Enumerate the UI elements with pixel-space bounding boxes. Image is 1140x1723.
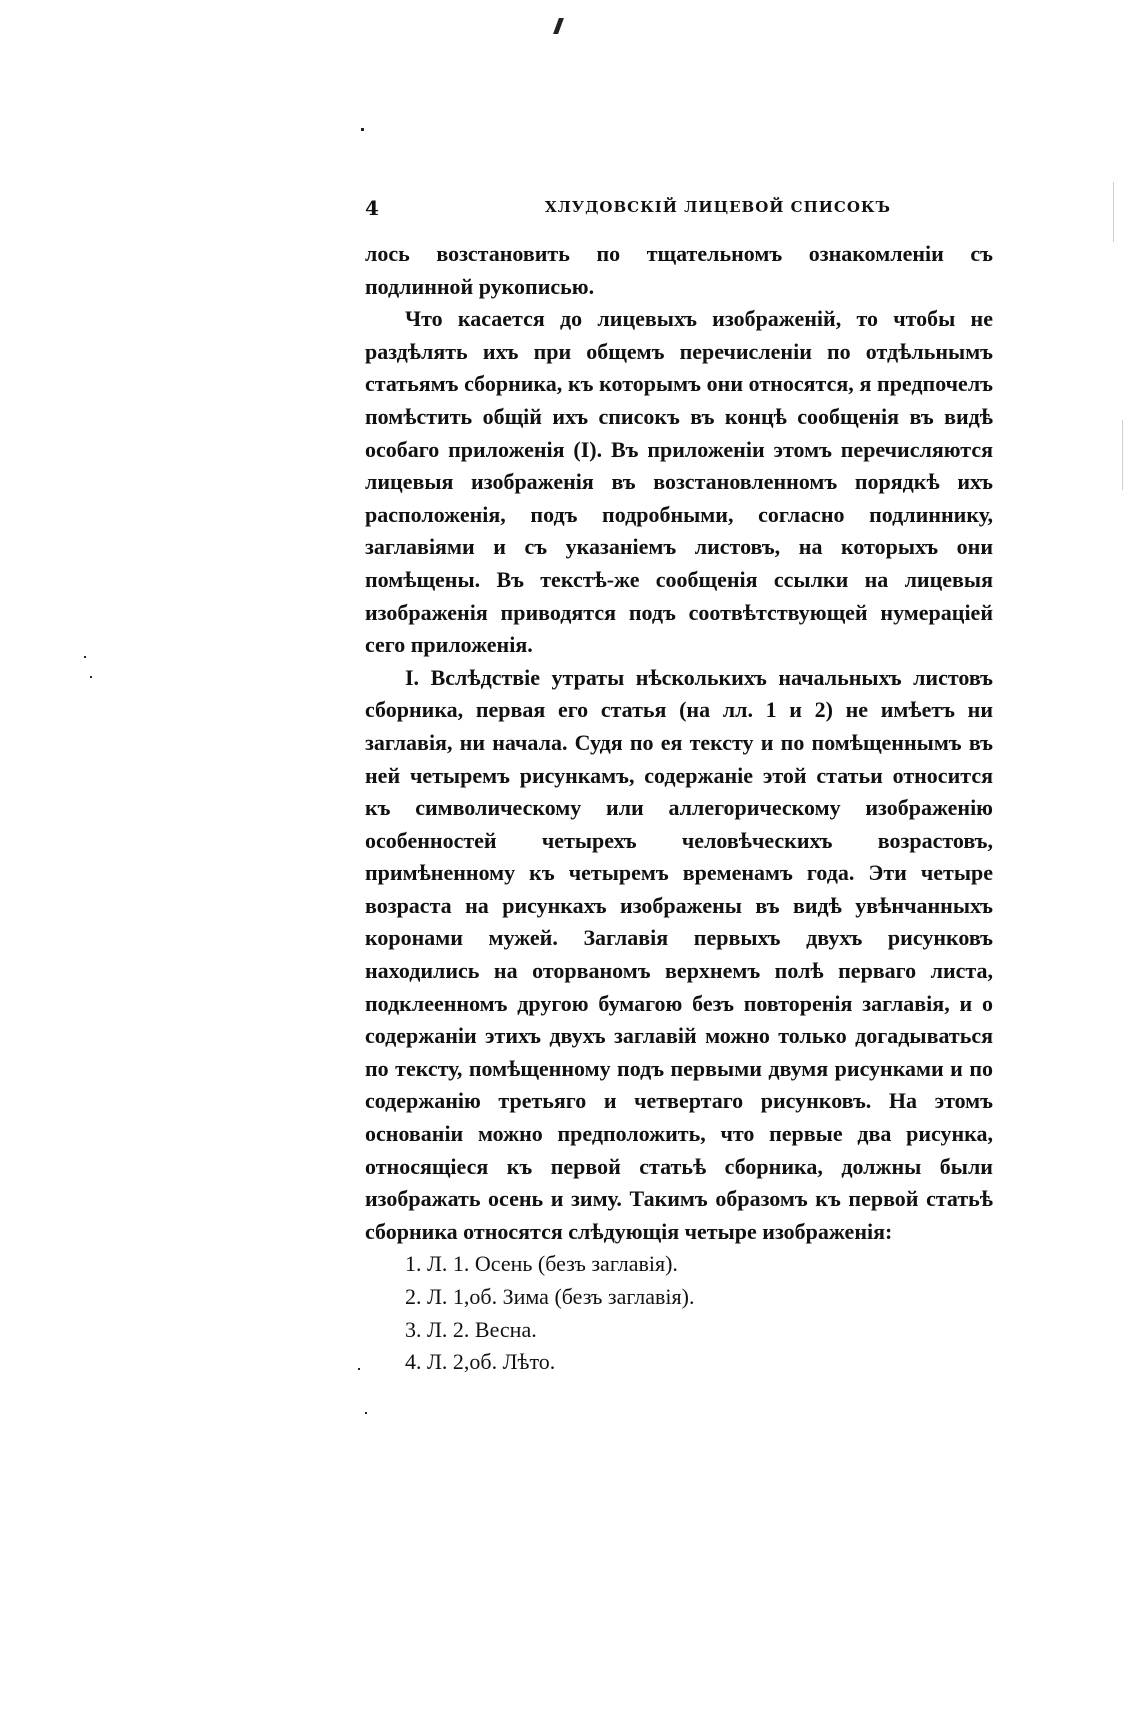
illustration-list bbox=[365, 1248, 993, 1378]
paragraph: I. Вслѣдствіе утраты нѣсколькихъ начальныхъ листовъ сборника, первая его статья (на лл. 1 и 2) не имѣетъ ни заглавія, ни начала. Судя по ея тексту и по помѣщеннымъ въ ней четыремъ рисункамъ, содержаніе этой статьи относится къ символическому или аллегорическому изображенію особенностей четырехъ человѣческихъ возрастовъ, примѣненному къ четыремъ временамъ года. Эти четыре возраста на рисункахъ изображены въ видѣ увѣнчанныхъ коронами мужей. Заглавія первыхъ двухъ рисунковъ находились на оторваномъ верхнемъ полѣ перваго листа, подклеенномъ другою бумагою безъ повторенія заглавія, и о содержаніи этихъ двухъ заглавій можно только догадываться по тексту, помѣщенному подъ первыми двумя рисунками и по содержанію третьяго и четвертаго рисунковъ. На этомъ основаніи можно предположить, что первые два рисунка, относящіеся къ первой статьѣ сборника, должны были изображать осень и зиму. Такимъ образомъ къ первой статьѣ сборника относятся слѣдующія четыре изображенія: bbox=[365, 664, 993, 1244]
list-item: 1. Л. 1. Осень (безъ заглавія). bbox=[405, 1251, 678, 1277]
scan-speck-top bbox=[553, 18, 564, 34]
running-title: ХЛУДОВСКІЙ ЛИЦЕВОЙ СПИСОКЪ bbox=[545, 198, 891, 216]
list-item: 2. Л. 1,об. Зима (безъ заглавія). bbox=[405, 1284, 695, 1309]
list-item: 3. Л. 2. Весна. bbox=[405, 1316, 537, 1342]
scan-edge-line bbox=[1113, 182, 1114, 242]
page-number: 4 bbox=[365, 196, 379, 220]
scan-speck bbox=[84, 656, 86, 658]
scan-speck bbox=[358, 1368, 360, 1370]
paragraph-continuation: лось возстановить по тщательномъ ознакомленіи съ подлинной рукописью. bbox=[365, 241, 993, 299]
list-item: 4. Л. 2,об. Лѣто. bbox=[405, 1349, 556, 1375]
scan-edge-line bbox=[1122, 420, 1123, 490]
scan-speck bbox=[365, 1412, 367, 1414]
page-header bbox=[365, 196, 993, 220]
scan-speck bbox=[90, 676, 92, 678]
scan-speck bbox=[361, 128, 364, 131]
body-text bbox=[365, 238, 993, 1379]
paragraph: Что касается до лицевыхъ изображеній, то чтобы не раздѣлять ихъ при общемъ перечисленіи по отдѣльнымъ статьямъ сборника, къ которымъ они относятся, я предпочелъ помѣстить общій ихъ списокъ въ концѣ сообщенія въ видѣ особаго приложенія (I). Въ приложеніи этомъ перечисляются лицевыя изображенія въ возстановленномъ порядкѣ ихъ расположенія, подъ подробными, согласно подлиннику, заглавіями и съ указаніемъ листовъ, на которыхъ они помѣщены. Въ текстѣ-же сообщенія ссылки на лицевыя изображенія приводятся подъ соотвѣтствующей нумераціей сего приложенія. bbox=[365, 306, 993, 658]
